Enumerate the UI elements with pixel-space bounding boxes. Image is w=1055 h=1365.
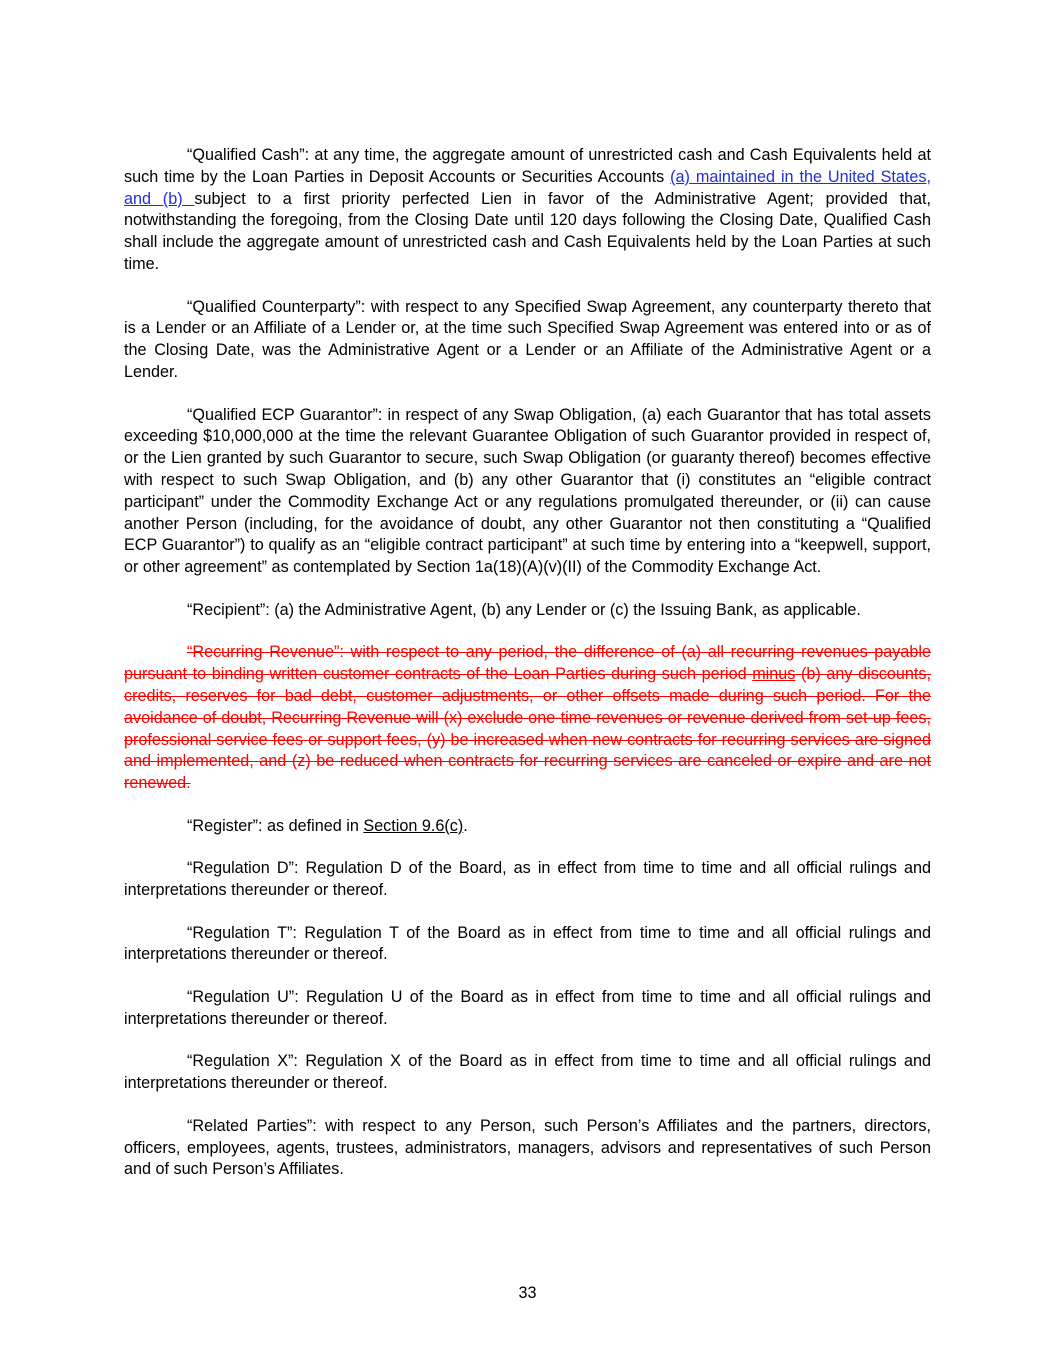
definition-related-parties: “Related Parties”: with respect to any Person, such Person’s Affiliates and the partners, directors, officers, employees, agents, trustees, administrators, managers, advisors and representatives of such Person and of such Person’s Affiliates.	[124, 1116, 931, 1179]
qualified-cash-text-2: subject to a first priority perfected Lien in favor of the Administrative Agent; provided that, notwithstanding the foregoing, from the Closing Date until 120 days following the Closing Date, Qualified Cash shall include the aggregate amount of unrestricted cash and Cash Equivalents held by the Loan Parties at such time.	[124, 189, 931, 273]
definition-qualified-counterparty: “Qualified Counterparty”: with respect to any Specified Swap Agreement, any counterparty thereto that is a Lender or an Affiliate of a Lender or, at the time such Specified Swap Agreement was entered into or as of the Closing Date, was the Administrative Agent or a Lender or an Affiliate of the Administrative Agent or a Lender.	[124, 297, 931, 381]
definition-qualified-ecp-guarantor: “Qualified ECP Guarantor”: in respect of any Swap Obligation, (a) each Guarantor that has total assets exceeding $10,000,000 at the time the relevant Guarantee Obligation of such Guarantor provided in respect of, or the Lien granted by such Guarantor to secure, such Swap Obligation (or guaranty thereof) becomes effective with respect to such Swap Obligation, and (b) any other Guarantor that (i) constitutes an “eligible contract participant” under the Commodity Exchange Act or any regulations promulgated thereunder, or (ii) can cause another Person (including, for the avoidance of doubt, any other Guarantor not then constituting a “Qualified ECP Guarantor”) to qualify as an “eligible contract participant” at such time by entering into a “keepwell, support, or other agreement” as contemplated by Section 1a(18)(A)(v)(II) of the Commodity Exchange Act.	[124, 405, 931, 577]
definition-recurring-revenue-deleted	[124, 642, 931, 795]
register-text-2: .	[463, 816, 468, 835]
definition-recipient: “Recipient”: (a) the Administrative Agent, (b) any Lender or (c) the Issuing Bank, as applicable.	[187, 600, 861, 619]
page-number: 33	[518, 1284, 537, 1302]
recurring-revenue-text-1: “Recurring Revenue”: with respect to any period, the difference of (a) all recurring revenues payable pursuant to binding written customer contracts of the Loan Parties during such period	[124, 643, 931, 684]
register-text-1: “Register”: as defined in	[187, 816, 364, 835]
definition-register	[124, 816, 931, 838]
document-page	[124, 145, 931, 1202]
definition-regulation-u: “Regulation U”: Regulation U of the Board as in effect from time to time and all official rulings and interpretations thereunder or thereof.	[124, 988, 931, 1028]
definition-qualified-cash	[124, 145, 931, 276]
register-section-reference: Section 9.6(c)	[363, 816, 464, 835]
qualified-cash-text-1: “Qualified Cash”: at any time, the aggregate amount of unrestricted cash and Cash Equivalents held at such time by the Loan Parties in Deposit Accounts or Securities Accounts	[124, 146, 931, 186]
definition-regulation-x: “Regulation X”: Regulation X of the Board as in effect from time to time and all official rulings and interpretations thereunder or thereof.	[124, 1052, 931, 1093]
recurring-revenue-minus-word: minus	[752, 665, 796, 684]
definition-regulation-d: “Regulation D”: Regulation D of the Board, as in effect from time to time and all official rulings and interpretations thereunder or thereof.	[124, 859, 931, 900]
definition-regulation-t: “Regulation T”: Regulation T of the Board as in effect from time to time and all official rulings and interpretations thereunder or thereof.	[124, 923, 931, 964]
qualified-cash-inserted-revision: (a) maintained in the United States, and (b)	[124, 167, 931, 208]
recurring-revenue-text-2: (b) any discounts, credits, reserves for bad debt, customer adjustments, or other offsets made during such period. For the avoidance of doubt, Recurring Revenue will (x) exclude one-time revenues or revenue derived from set-up fees, professional service fees or support fees, (y) be increased when new contracts for recurring services are signed and implemented, and (z) be reduced when contracts for recurring services are canceled or expire and are not renewed.	[124, 665, 932, 793]
